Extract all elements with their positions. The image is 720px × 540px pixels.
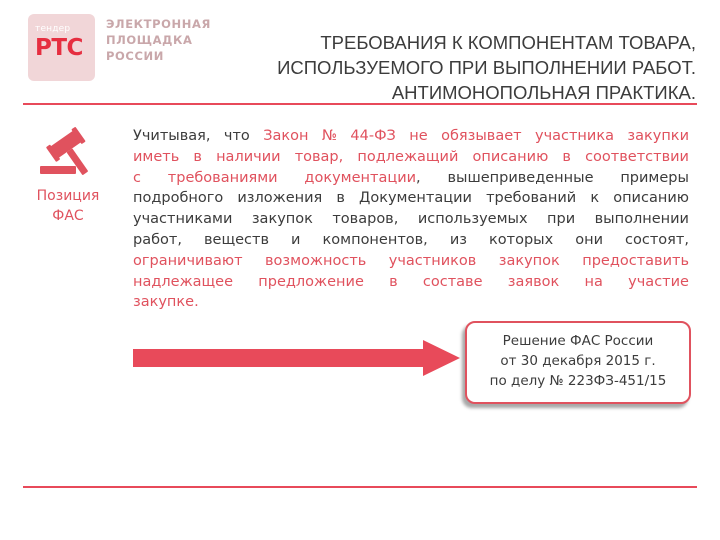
decision-line: по делу № 223ФЗ-451/15	[489, 373, 667, 389]
word: в	[562, 148, 571, 165]
word: возможность	[265, 252, 367, 269]
main-paragraph	[133, 126, 689, 313]
word: обязывает	[441, 128, 522, 144]
word: документации	[304, 169, 417, 186]
logo-small-text: тендер	[35, 24, 71, 34]
word: закупок	[498, 252, 560, 269]
word: к	[590, 190, 600, 207]
word: требованиями	[167, 169, 278, 186]
word: которых	[489, 231, 554, 248]
word: при	[547, 211, 576, 228]
word: предложение	[258, 273, 364, 290]
word: товар,	[294, 148, 344, 165]
word: заявок	[507, 273, 560, 290]
word: в	[193, 148, 202, 165]
bottom-divider	[23, 486, 697, 488]
paragraph-line	[133, 209, 689, 230]
word: товаров,	[332, 211, 399, 228]
side-label	[24, 186, 112, 226]
word: Учитывая,	[133, 128, 211, 144]
word: участника	[534, 128, 614, 144]
word: не	[409, 128, 428, 144]
word: веществ	[204, 231, 270, 248]
side-label-line: Позиция	[36, 188, 100, 204]
decision-line: от 30 декабря 2015 г.	[500, 353, 656, 369]
word: 44-ФЗ	[350, 128, 396, 144]
word: что	[223, 128, 250, 144]
word: компонентов,	[322, 231, 428, 248]
word: подлежащий	[357, 148, 459, 165]
word: описанию	[472, 148, 549, 165]
paragraph-line	[133, 272, 689, 293]
arrow-right-icon	[133, 340, 460, 376]
word: составе	[422, 273, 483, 290]
page-title-line: АНТИМОНОПОЛЬНАЯ ПРАКТИКА.	[391, 82, 696, 103]
word: иметь	[133, 148, 180, 165]
word: с	[133, 169, 141, 186]
word: закупки	[627, 128, 689, 144]
word: участников	[388, 252, 477, 269]
word: выполнении	[594, 211, 689, 228]
paragraph-line	[133, 292, 689, 313]
word: на	[584, 273, 603, 290]
word: вышеприведенные	[447, 169, 594, 186]
word: примеры	[620, 169, 689, 186]
word: используемых	[417, 211, 528, 228]
word: предоставить	[582, 252, 689, 269]
decision-line: Решение ФАС России	[502, 333, 654, 349]
paragraph-line	[133, 168, 689, 189]
side-label-line: ФАС	[52, 208, 84, 224]
word: описанию	[613, 190, 689, 207]
word: они	[575, 231, 603, 248]
gavel-icon	[38, 124, 100, 180]
page-title	[216, 30, 696, 105]
word: изложения	[237, 190, 323, 207]
paragraph-line	[133, 147, 689, 168]
paragraph-line	[133, 230, 689, 251]
word: в	[389, 273, 398, 290]
word: наличии	[216, 148, 281, 165]
word: закупке.	[133, 294, 199, 311]
word: участие	[628, 273, 689, 290]
decision-callout	[465, 321, 691, 404]
word: ограничивают	[133, 252, 243, 269]
logo-caption-line: ПЛОЩАДКА	[106, 33, 193, 47]
word-group	[304, 168, 420, 189]
top-divider	[23, 103, 697, 105]
word: соответствии	[585, 148, 689, 165]
comma: ,	[416, 169, 421, 186]
logo-brand-text: РТС	[35, 35, 83, 61]
logo-caption-line: ЭЛЕКТРОННАЯ	[106, 17, 211, 31]
word: подробного	[133, 190, 224, 207]
word: работ,	[133, 231, 182, 248]
word: и	[291, 231, 301, 248]
word: Документации	[359, 190, 472, 207]
word: надлежащее	[133, 273, 234, 290]
logo-badge	[28, 14, 95, 81]
paragraph-line	[133, 251, 689, 272]
paragraph-line	[133, 188, 689, 209]
word: закупок	[251, 211, 313, 228]
word: №	[321, 128, 337, 144]
word: в	[336, 190, 345, 207]
page-title-line: ИСПОЛЬЗУЕМОГО ПРИ ВЫПОЛНЕНИИ РАБОТ.	[277, 57, 696, 78]
word: участниками	[133, 211, 233, 228]
word: Закон	[263, 128, 309, 144]
word: требований	[486, 190, 577, 207]
logo-caption-line: РОССИИ	[106, 49, 164, 63]
word: из	[449, 231, 467, 248]
page-title-line: ТРЕБОВАНИЯ К КОМПОНЕНТАМ ТОВАРА,	[320, 32, 696, 53]
word: состоят,	[625, 231, 689, 248]
paragraph-line	[133, 126, 689, 147]
